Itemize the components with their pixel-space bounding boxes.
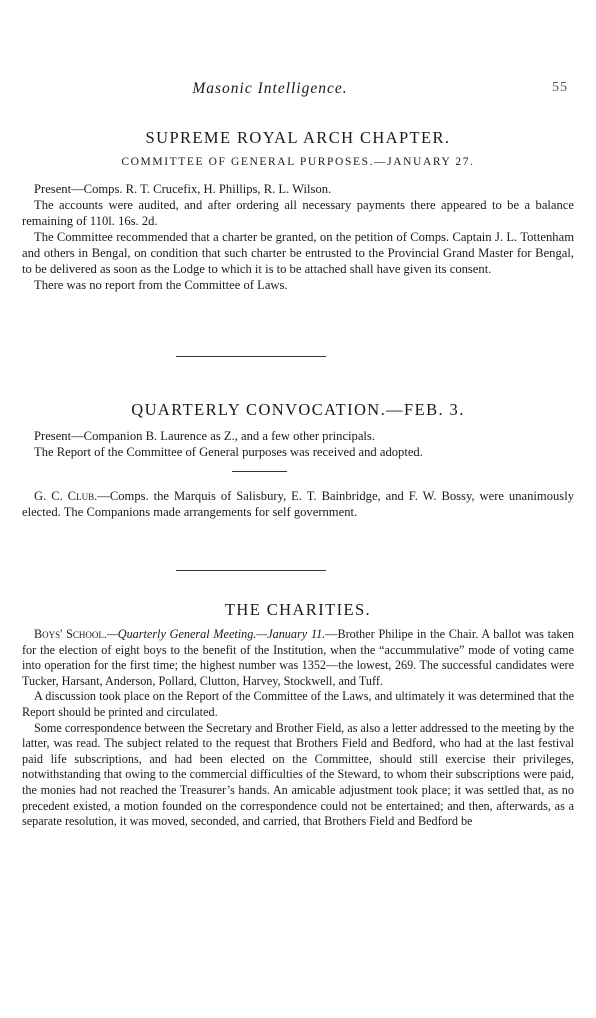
chapter-accounts-paragraph: The accounts were audited, and after ordering all necessary payments there appeared to be a balance remaining of 110l. 16s. 2d. xyxy=(22,198,574,228)
running-head xyxy=(0,80,596,102)
chapter-charter-paragraph: The Committee recommended that a charter be granted, on the petition of Comps. Captain J. L. Tottenham and others in Bengal, on condition that such charter be entrusted to the Provincial Grand Master for Bengal, to be delivered as soon as the Lodge to which it is to be attached shall have given its consent. xyxy=(22,230,574,276)
running-title: Masonic Intelligence. xyxy=(192,80,348,97)
chapter-body xyxy=(22,181,574,293)
club-text: —Comps. the Marquis of Salisbury, E. T. Bainbridge, and F. W. Bossy, were unanimously elected. The Companions made arrangements for self government. xyxy=(22,489,574,519)
club-label: G. C. Club. xyxy=(34,489,98,503)
laws-report-paragraph: A discussion took place on the Report of the Committee of the Laws, and ultimately it was determined that the Report should be printed and circulated. xyxy=(22,689,574,719)
boys-school-paragraph xyxy=(22,627,574,689)
chapter-laws-paragraph: There was no report from the Committee of Laws. xyxy=(34,278,288,292)
section-divider xyxy=(176,570,326,571)
short-divider xyxy=(232,471,287,472)
club-paragraph xyxy=(22,488,574,520)
boys-school-text: —Brother Philipe in the Chair. A ballot was taken for the election of eight boys to the benefit of the Institution, when the “accummulative” mode of voting came into operation for the first time; the highest number was 1352—the lowest, 269. The successful candidates were Tucker, Harsant, Anderson, Pollard, Clutton, Harvey, Stockwell, and Tuff. xyxy=(22,627,575,688)
page-number: 55 xyxy=(552,80,568,95)
charities-body xyxy=(22,627,574,830)
club-body xyxy=(22,488,574,520)
charities-heading: THE CHARITIES. xyxy=(224,600,372,619)
correspondence-paragraph: Some correspondence between the Secretary and Brother Field, as also a letter addressed to the meeting by the latter, was read. The subject related to the request that Brothers Field and Bedford, who had at the last festival paid life subscriptions, and had been elected on the Committee, should still exercise their privileges, notwithstanding that owing to the commercial difficulties of the Steward, to whom their subscriptions were paid, the monies had not reached the Treasurer’s hands. An amicable adjustment took place; it was settled that, as no precedent existed, a motion founded on the correspondence could not be entertained; and then, afterwards, as a separate resolution, it was moved, seconded, and carried, that Brothers Field and Bedford be xyxy=(22,720,574,829)
convocation-heading: QUARTERLY CONVOCATION.—FEB. 3. xyxy=(131,400,465,419)
chapter-subheading: COMMITTEE OF GENERAL PURPOSES.—JANUARY 27. xyxy=(121,156,475,168)
convocation-present-paragraph: Present—Companion B. Laurence as Z., and a few other principals. xyxy=(34,429,375,443)
section-divider xyxy=(176,356,326,357)
convocation-report-paragraph: The Report of the Committee of General purposes was received and adopted. xyxy=(34,445,423,459)
chapter-present-paragraph: Present—Comps. R. T. Crucefix, H. Phillips, R. L. Wilson. xyxy=(34,182,332,196)
chapter-heading: SUPREME ROYAL ARCH CHAPTER. xyxy=(145,128,451,147)
boys-school-meeting: —Quarterly General Meeting.—January 11. xyxy=(106,627,326,641)
convocation-body xyxy=(22,428,574,460)
boys-school-label: Boys' School. xyxy=(34,627,107,641)
